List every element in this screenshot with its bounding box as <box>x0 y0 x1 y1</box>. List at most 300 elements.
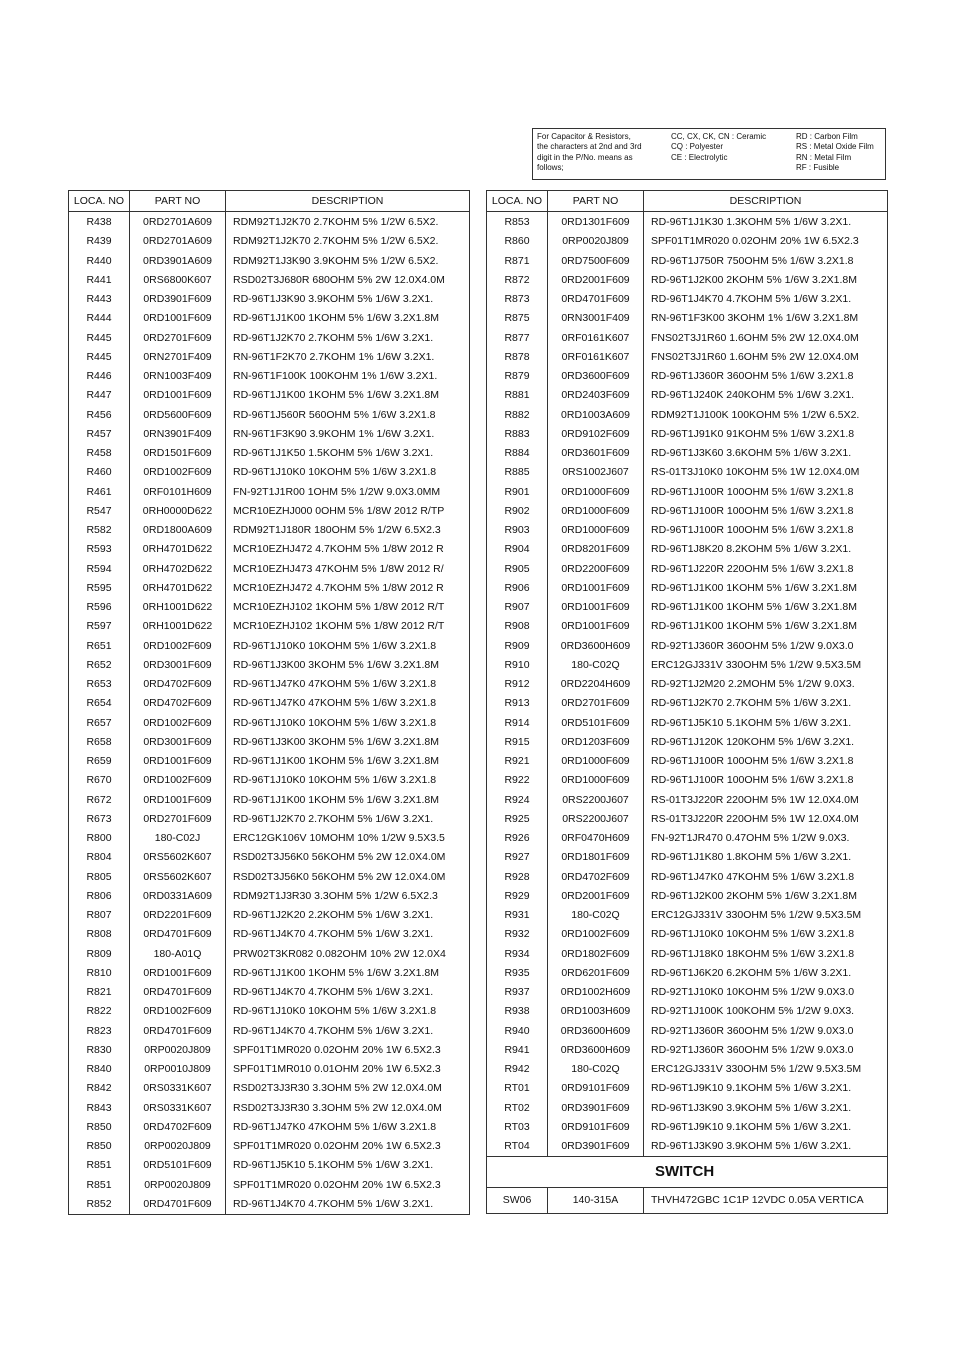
part-no-cell: 0RD2200F609 <box>548 560 644 579</box>
loca-no-cell: R909 <box>487 637 548 656</box>
description-cell: RD-92T1J360R 360OHM 5% 1/2W 9.0X3.0 <box>644 637 888 656</box>
table-row <box>487 348 888 367</box>
part-no-cell: 0RD1000F609 <box>548 752 644 771</box>
part-no-cell: 140-315A <box>548 1188 644 1214</box>
part-no-cell: 0RS0331K607 <box>130 1099 226 1118</box>
part-no-cell: 0RD4701F609 <box>130 1195 226 1215</box>
part-no-cell: 180-C02Q <box>548 906 644 925</box>
description-cell: RD-96T1J1K00 1KOHM 5% 1/6W 3.2X1.8M <box>644 579 888 598</box>
part-no-cell: 0RD1003H609 <box>548 1002 644 1021</box>
legend-resistor-codes <box>796 132 886 174</box>
part-no-cell: 0RD2701F609 <box>548 694 644 713</box>
part-no-cell: 0RP0020J809 <box>130 1041 226 1060</box>
part-no-cell: 0RF0470H609 <box>548 829 644 848</box>
table-row <box>69 656 470 675</box>
loca-no-cell: RT02 <box>487 1099 548 1118</box>
part-no-cell: 0RD9101F609 <box>548 1118 644 1137</box>
part-no-cell: 0RH4701D622 <box>130 540 226 559</box>
table-row <box>487 1079 888 1098</box>
description-cell: THVH472GBC 1C1P 12VDC 0.05A VERTICA <box>644 1188 888 1214</box>
description-cell: SPF01T1MR020 0.02OHM 20% 1W 6.5X2.3 <box>226 1176 470 1195</box>
description-cell: RD-96T1J2K70 2.7KOHM 5% 1/6W 3.2X1. <box>644 694 888 713</box>
description-cell: RN-96T1F100K 100KOHM 1% 1/6W 3.2X1. <box>226 367 470 386</box>
legend-resistor-line: RF : Fusible <box>796 163 840 173</box>
loca-no-cell: R915 <box>487 733 548 752</box>
table-row <box>69 1002 470 1021</box>
description-cell: RD-92T1J10K0 10KOHM 5% 1/2W 9.0X3.0 <box>644 983 888 1002</box>
part-no-cell: 0RD3901F609 <box>548 1099 644 1118</box>
description-cell: RD-96T1J10K0 10KOHM 5% 1/6W 3.2X1.8 <box>226 771 470 790</box>
part-no-cell: 0RF0161K607 <box>548 348 644 367</box>
part-no-cell: 0RN3001F409 <box>548 309 644 328</box>
loca-no-cell: R439 <box>69 232 130 251</box>
table-row <box>69 771 470 790</box>
loca-no-cell: R872 <box>487 271 548 290</box>
table-row <box>69 637 470 656</box>
description-cell: FNS02T3J1R60 1.6OHM 5% 2W 12.0X4.0M <box>644 348 888 367</box>
table-row <box>69 1176 470 1195</box>
legend-resistor-line: RD : Carbon Film <box>796 132 858 141</box>
loca-no-cell: R822 <box>69 1002 130 1021</box>
loca-no-cell: R879 <box>487 367 548 386</box>
table-row <box>69 829 470 848</box>
part-no-cell: 0RD2001F609 <box>548 271 644 290</box>
loca-no-cell: R932 <box>487 925 548 944</box>
table-row <box>69 579 470 598</box>
table-row <box>69 848 470 867</box>
table-row <box>487 925 888 944</box>
legend-note-line: digit in the P/No. means as <box>537 152 633 162</box>
part-no-cell: 180-C02Q <box>548 1060 644 1079</box>
part-no-cell: 0RD1801F609 <box>548 848 644 867</box>
part-no-cell: 0RD9102F609 <box>548 425 644 444</box>
loca-no-cell: R908 <box>487 617 548 636</box>
loca-no-cell: R941 <box>487 1041 548 1060</box>
description-cell: ERC12GJ331V 330OHM 5% 1/2W 9.5X3.5M <box>644 656 888 675</box>
description-cell: RD-96T1J10K0 10KOHM 5% 1/6W 3.2X1.8 <box>226 463 470 482</box>
table-row <box>487 714 888 733</box>
description-cell: RSD02T3J56K0 56KOHM 5% 2W 12.0X4.0M <box>226 868 470 887</box>
loca-no-cell: R940 <box>487 1022 548 1041</box>
loca-no-cell: R595 <box>69 579 130 598</box>
table-row <box>487 290 888 309</box>
part-no-cell: 0RD3901A609 <box>130 252 226 271</box>
legend-note-line: the characters at 2nd and 3rd <box>537 142 642 152</box>
table-row <box>487 425 888 444</box>
loca-no-cell: R907 <box>487 598 548 617</box>
part-no-cell: 0RH1001D622 <box>130 617 226 636</box>
description-cell: RSD02T3J56K0 56KOHM 5% 2W 12.0X4.0M <box>226 848 470 867</box>
part-no-cell: 0RD2701A609 <box>130 212 226 233</box>
description-cell: MCR10EZHJ000 0OHM 5% 1/8W 2012 R/TP <box>226 502 470 521</box>
table-row <box>69 348 470 367</box>
loca-no-cell: R809 <box>69 945 130 964</box>
table-row <box>487 868 888 887</box>
loca-no-cell: R443 <box>69 290 130 309</box>
parts-table-left <box>68 190 470 1215</box>
description-cell: RD-96T1J10K0 10KOHM 5% 1/6W 3.2X1.8 <box>644 925 888 944</box>
parts-table-left-body <box>69 212 470 1215</box>
part-no-cell: 0RS5602K607 <box>130 868 226 887</box>
part-no-cell: 0RD8201F609 <box>548 540 644 559</box>
table-row <box>487 771 888 790</box>
description-cell: RD-96T1J91K0 91KOHM 5% 1/6W 3.2X1.8 <box>644 425 888 444</box>
table-row <box>487 848 888 867</box>
table-row <box>69 675 470 694</box>
section-header-row <box>487 1157 888 1188</box>
description-cell: RN-96T1F3K00 3KOHM 1% 1/6W 3.2X1.8M <box>644 309 888 328</box>
loca-no-cell: R934 <box>487 945 548 964</box>
description-cell: RD-96T1J1K50 1.5KOHM 5% 1/6W 3.2X1. <box>226 444 470 463</box>
table-row <box>487 540 888 559</box>
part-no-cell: 0RD1000F609 <box>548 771 644 790</box>
loca-no-cell: R672 <box>69 791 130 810</box>
table-row <box>487 252 888 271</box>
table-row <box>69 252 470 271</box>
loca-no-cell: R925 <box>487 810 548 829</box>
loca-no-cell: R657 <box>69 714 130 733</box>
table-row <box>69 502 470 521</box>
part-no-cell: 0RD0331A609 <box>130 887 226 906</box>
loca-no-cell: R924 <box>487 791 548 810</box>
loca-no-cell: R927 <box>487 848 548 867</box>
loca-no-cell: R807 <box>69 906 130 925</box>
part-no-cell: 0RP0020J809 <box>548 232 644 251</box>
part-no-cell: 0RD1001F609 <box>548 598 644 617</box>
loca-no-cell: R922 <box>487 771 548 790</box>
loca-no-cell: R441 <box>69 271 130 290</box>
description-cell: RD-96T1J2K20 2.2KOHM 5% 1/6W 3.2X1. <box>226 906 470 925</box>
part-no-cell: 0RD1002H609 <box>548 983 644 1002</box>
table-row <box>69 1099 470 1118</box>
loca-no-cell: R884 <box>487 444 548 463</box>
table-row <box>69 1195 470 1215</box>
table-row <box>69 1156 470 1175</box>
loca-no-cell: R906 <box>487 579 548 598</box>
table-row <box>487 829 888 848</box>
part-no-cell: 0RD2204H609 <box>548 675 644 694</box>
loca-no-cell: R651 <box>69 637 130 656</box>
part-no-cell: 0RD3600H609 <box>548 1041 644 1060</box>
part-no-cell: 0RD3901F609 <box>548 1137 644 1157</box>
table-row <box>69 714 470 733</box>
description-cell: RD-96T1J1K00 1KOHM 5% 1/6W 3.2X1.8M <box>226 791 470 810</box>
description-cell: RSD02T3J680R 680OHM 5% 2W 12.0X4.0M <box>226 271 470 290</box>
description-cell: SPF01T1MR020 0.02OHM 20% 1W 6.5X2.3 <box>226 1137 470 1156</box>
description-cell: RDM92T1J2K70 2.7KOHM 5% 1/2W 6.5X2. <box>226 212 470 233</box>
part-no-cell: 0RD1501F609 <box>130 444 226 463</box>
part-no-cell: 0RS0331K607 <box>130 1079 226 1098</box>
part-no-cell: 0RD1002F609 <box>130 714 226 733</box>
table-row <box>487 694 888 713</box>
loca-no-cell: RT01 <box>487 1079 548 1098</box>
loca-no-header: LOCA. NO <box>69 191 130 212</box>
table-row <box>487 1002 888 1021</box>
description-cell: RD-96T1J4K70 4.7KOHM 5% 1/6W 3.2X1. <box>226 925 470 944</box>
table-row <box>487 983 888 1002</box>
loca-no-cell: R445 <box>69 329 130 348</box>
part-no-cell: 0RD9101F609 <box>548 1079 644 1098</box>
description-cell: RSD02T3J3R30 3.3OHM 5% 2W 12.0X4.0M <box>226 1079 470 1098</box>
description-cell: RD-96T1J47K0 47KOHM 5% 1/6W 3.2X1.8 <box>226 694 470 713</box>
part-no-cell: 0RD1301F609 <box>548 212 644 233</box>
loca-no-cell: R445 <box>69 348 130 367</box>
description-cell: RSD02T3J3R30 3.3OHM 5% 2W 12.0X4.0M <box>226 1099 470 1118</box>
table-row <box>69 1137 470 1156</box>
description-cell: RD-96T1J240K 240KOHM 5% 1/6W 3.2X1. <box>644 386 888 405</box>
description-cell: RD-92T1J2M20 2.2MOHM 5% 1/2W 9.0X3. <box>644 675 888 694</box>
loca-no-cell: R447 <box>69 386 130 405</box>
table-row <box>69 752 470 771</box>
description-cell: RD-96T1J10K0 10KOHM 5% 1/6W 3.2X1.8 <box>226 714 470 733</box>
table-row <box>69 1118 470 1137</box>
part-no-cell: 0RD4701F609 <box>130 1022 226 1041</box>
part-no-cell: 0RH4702D622 <box>130 560 226 579</box>
description-cell: RD-96T1J120K 120KOHM 5% 1/6W 3.2X1. <box>644 733 888 752</box>
table-row <box>487 271 888 290</box>
loca-no-cell: R654 <box>69 694 130 713</box>
loca-no-cell: R596 <box>69 598 130 617</box>
table-row <box>69 232 470 251</box>
description-cell: RD-96T1J100R 100OHM 5% 1/6W 3.2X1.8 <box>644 521 888 540</box>
part-no-cell: 0RD3600H609 <box>548 1022 644 1041</box>
table-row <box>487 560 888 579</box>
description-cell: MCR10EZHJ472 4.7KOHM 5% 1/8W 2012 R <box>226 540 470 559</box>
description-cell: RD-96T1J10K0 10KOHM 5% 1/6W 3.2X1.8 <box>226 637 470 656</box>
description-cell: ERC12GK106V 10MOHM 10% 1/2W 9.5X3.5 <box>226 829 470 848</box>
description-cell: RD-96T1J1K00 1KOHM 5% 1/6W 3.2X1.8M <box>226 752 470 771</box>
description-cell: RD-96T1J1K80 1.8KOHM 5% 1/6W 3.2X1. <box>644 848 888 867</box>
description-cell: ERC12GJ331V 330OHM 5% 1/2W 9.5X3.5M <box>644 906 888 925</box>
loca-no-cell: R931 <box>487 906 548 925</box>
part-no-cell: 0RS1002J607 <box>548 463 644 482</box>
description-cell: RD-96T1J6K20 6.2KOHM 5% 1/6W 3.2X1. <box>644 964 888 983</box>
description-cell: RD-96T1J47K0 47KOHM 5% 1/6W 3.2X1.8 <box>226 675 470 694</box>
description-cell: MCR10EZHJ102 1KOHM 5% 1/8W 2012 R/T <box>226 598 470 617</box>
table-row <box>69 791 470 810</box>
part-no-cell: 0RD4701F609 <box>130 925 226 944</box>
description-cell: RD-96T1J5K10 5.1KOHM 5% 1/6W 3.2X1. <box>644 714 888 733</box>
description-cell: FN-92T1JR470 0.47OHM 5% 1/2W 9.0X3. <box>644 829 888 848</box>
part-no-header: PART NO <box>548 191 644 212</box>
table-row <box>487 444 888 463</box>
table-row <box>487 598 888 617</box>
description-cell: RD-96T1J220R 220OHM 5% 1/6W 3.2X1.8 <box>644 560 888 579</box>
part-no-cell: 0RD2001F609 <box>548 887 644 906</box>
description-cell: RD-96T1J4K70 4.7KOHM 5% 1/6W 3.2X1. <box>644 290 888 309</box>
loca-no-cell: R902 <box>487 502 548 521</box>
table-row <box>487 463 888 482</box>
legend-resistor-line: RS : Metal Oxide Film <box>796 142 874 152</box>
table-row <box>69 483 470 502</box>
part-no-cell: 0RS2200J607 <box>548 810 644 829</box>
table-row <box>487 1041 888 1060</box>
part-no-cell: 0RD1002F609 <box>130 463 226 482</box>
table-row <box>487 617 888 636</box>
description-cell: RD-96T1J9K10 9.1KOHM 5% 1/6W 3.2X1. <box>644 1118 888 1137</box>
loca-no-cell: R881 <box>487 386 548 405</box>
description-cell: RD-96T1J2K70 2.7KOHM 5% 1/6W 3.2X1. <box>226 810 470 829</box>
legend-note-line: follows; <box>537 163 564 173</box>
loca-no-cell: R929 <box>487 887 548 906</box>
loca-no-cell: R885 <box>487 463 548 482</box>
table-row <box>487 1118 888 1137</box>
part-no-cell: 0RD4701F609 <box>130 983 226 1002</box>
description-cell: RN-96T1F3K90 3.9KOHM 1% 1/6W 3.2X1. <box>226 425 470 444</box>
loca-no-cell: R913 <box>487 694 548 713</box>
loca-no-cell: R808 <box>69 925 130 944</box>
part-no-cell: 0RD1002F609 <box>130 1002 226 1021</box>
description-cell: RD-92T1J360R 360OHM 5% 1/2W 9.0X3.0 <box>644 1022 888 1041</box>
loca-no-cell: R810 <box>69 964 130 983</box>
loca-no-cell: R905 <box>487 560 548 579</box>
part-no-cell: 0RD1001F609 <box>130 791 226 810</box>
loca-no-cell: R851 <box>69 1176 130 1195</box>
description-cell: RD-96T1J47K0 47KOHM 5% 1/6W 3.2X1.8 <box>226 1118 470 1137</box>
table-row <box>487 1060 888 1079</box>
description-cell: RS-01T3J10K0 10KOHM 5% 1W 12.0X4.0M <box>644 463 888 482</box>
loca-no-cell: R594 <box>69 560 130 579</box>
loca-no-cell: R652 <box>69 656 130 675</box>
loca-no-cell: R882 <box>487 406 548 425</box>
table-row <box>69 521 470 540</box>
description-cell: SPF01T1MR010 0.01OHM 20% 1W 6.5X2.3 <box>226 1060 470 1079</box>
table-row <box>487 406 888 425</box>
table-row <box>487 329 888 348</box>
loca-no-cell: R850 <box>69 1118 130 1137</box>
part-no-cell: 0RD1002F609 <box>130 637 226 656</box>
description-cell: RD-96T1J47K0 47KOHM 5% 1/6W 3.2X1.8 <box>644 868 888 887</box>
legend-note <box>537 132 654 174</box>
part-number-legend <box>532 128 886 180</box>
description-cell: RD-96T1J560R 560OHM 5% 1/6W 3.2X1.8 <box>226 406 470 425</box>
table-row <box>69 694 470 713</box>
loca-no-cell: R823 <box>69 1022 130 1041</box>
part-no-cell: 0RD1000F609 <box>548 483 644 502</box>
loca-no-cell: R458 <box>69 444 130 463</box>
table-row <box>487 906 888 925</box>
description-cell: RD-96T1J3K90 3.9KOHM 5% 1/6W 3.2X1. <box>226 290 470 309</box>
part-no-cell: 0RD3601F609 <box>548 444 644 463</box>
table-header-row <box>487 191 888 212</box>
description-cell: RDM92T1J3K90 3.9KOHM 5% 1/2W 6.5X2. <box>226 252 470 271</box>
part-no-cell: 0RN2701F409 <box>130 348 226 367</box>
table-row <box>487 964 888 983</box>
description-cell: SPF01T1MR020 0.02OHM 20% 1W 6.5X2.3 <box>644 232 888 251</box>
description-cell: FN-92T1J1R00 1OHM 5% 1/2W 9.0X3.0MM <box>226 483 470 502</box>
table-row <box>487 733 888 752</box>
loca-no-cell: R850 <box>69 1137 130 1156</box>
part-no-cell: 0RD1001F609 <box>130 964 226 983</box>
loca-no-cell: R547 <box>69 502 130 521</box>
part-no-cell: 0RH4701D622 <box>130 579 226 598</box>
part-no-cell: 0RD5101F609 <box>130 1156 226 1175</box>
loca-no-cell: R878 <box>487 348 548 367</box>
part-no-cell: 0RP0010J809 <box>130 1060 226 1079</box>
description-cell: SPF01T1MR020 0.02OHM 20% 1W 6.5X2.3 <box>226 1041 470 1060</box>
part-no-cell: 0RD1002F609 <box>130 771 226 790</box>
description-cell: RD-96T1J3K60 3.6KOHM 5% 1/6W 3.2X1. <box>644 444 888 463</box>
loca-no-cell: R852 <box>69 1195 130 1215</box>
table-row <box>69 1060 470 1079</box>
loca-no-cell: R921 <box>487 752 548 771</box>
part-no-cell: 0RD1000F609 <box>548 502 644 521</box>
table-row <box>487 212 888 233</box>
loca-no-cell: R873 <box>487 290 548 309</box>
part-no-cell: 0RD2701A609 <box>130 232 226 251</box>
table-row <box>487 309 888 328</box>
part-no-cell: 0RD2701F609 <box>130 329 226 348</box>
table-row <box>487 637 888 656</box>
part-no-cell: 0RD4702F609 <box>130 675 226 694</box>
table-row <box>69 983 470 1002</box>
description-cell: RD-96T1J2K70 2.7KOHM 5% 1/6W 3.2X1. <box>226 329 470 348</box>
loca-no-cell: R928 <box>487 868 548 887</box>
legend-note-line: For Capacitor & Resistors, <box>537 132 631 141</box>
part-no-cell: 0RD3600H609 <box>548 637 644 656</box>
loca-no-cell: R806 <box>69 887 130 906</box>
description-cell: PRW02T3KR082 0.082OHM 10% 2W 12.0X4 <box>226 945 470 964</box>
legend-capacitor-line: CE : Electrolytic <box>671 152 728 162</box>
part-no-cell: 180-C02J <box>130 829 226 848</box>
loca-no-cell: R840 <box>69 1060 130 1079</box>
description-cell: FNS02T3J1R60 1.6OHM 5% 2W 12.0X4.0M <box>644 329 888 348</box>
table-row <box>487 752 888 771</box>
legend-capacitor-line: CC, CX, CK, CN : Ceramic <box>671 132 767 141</box>
loca-no-cell: R843 <box>69 1099 130 1118</box>
description-cell: RDM92T1J100K 100KOHM 5% 1/2W 6.5X2. <box>644 406 888 425</box>
part-no-cell: 0RD2403F609 <box>548 386 644 405</box>
loca-no-cell: R461 <box>69 483 130 502</box>
description-header: DESCRIPTION <box>226 191 470 212</box>
description-cell: RD-96T1J18K0 18KOHM 5% 1/6W 3.2X1.8 <box>644 945 888 964</box>
description-cell: ERC12GJ331V 330OHM 5% 1/2W 9.5X3.5M <box>644 1060 888 1079</box>
description-cell: RD-96T1J1K00 1KOHM 5% 1/6W 3.2X1.8M <box>226 964 470 983</box>
part-no-cell: 0RD3001F609 <box>130 733 226 752</box>
part-no-cell: 0RD4702F609 <box>548 868 644 887</box>
part-no-cell: 0RD7500F609 <box>548 252 644 271</box>
part-no-cell: 0RH1001D622 <box>130 598 226 617</box>
description-cell: RD-96T1J100R 100OHM 5% 1/6W 3.2X1.8 <box>644 752 888 771</box>
table-row <box>487 386 888 405</box>
loca-no-cell: R456 <box>69 406 130 425</box>
loca-no-cell: R457 <box>69 425 130 444</box>
loca-no-cell: R440 <box>69 252 130 271</box>
table-row <box>487 1188 888 1214</box>
loca-no-cell: R582 <box>69 521 130 540</box>
description-cell: RD-96T1J10K0 10KOHM 5% 1/6W 3.2X1.8 <box>226 1002 470 1021</box>
part-no-cell: 0RD1001F609 <box>130 309 226 328</box>
part-no-cell: 0RS2200J607 <box>548 791 644 810</box>
description-cell: RD-96T1J3K00 3KOHM 5% 1/6W 3.2X1.8M <box>226 733 470 752</box>
description-cell: RDM92T1J3R30 3.3OHM 5% 1/2W 6.5X2.3 <box>226 887 470 906</box>
loca-no-cell: R804 <box>69 848 130 867</box>
description-cell: RD-96T1J100R 100OHM 5% 1/6W 3.2X1.8 <box>644 771 888 790</box>
description-cell: RD-96T1J2K00 2KOHM 5% 1/6W 3.2X1.8M <box>644 271 888 290</box>
loca-no-cell: SW06 <box>487 1188 548 1214</box>
description-cell: RD-96T1J1K00 1KOHM 5% 1/6W 3.2X1.8M <box>226 386 470 405</box>
loca-no-cell: R938 <box>487 1002 548 1021</box>
loca-no-header: LOCA. NO <box>487 191 548 212</box>
part-no-cell: 0RH0000D622 <box>130 502 226 521</box>
loca-no-cell: R937 <box>487 983 548 1002</box>
part-no-cell: 0RD3901F609 <box>130 290 226 309</box>
table-row <box>69 406 470 425</box>
description-cell: MCR10EZHJ472 4.7KOHM 5% 1/8W 2012 R <box>226 579 470 598</box>
loca-no-cell: R912 <box>487 675 548 694</box>
loca-no-cell: R910 <box>487 656 548 675</box>
table-header-row <box>69 191 470 212</box>
